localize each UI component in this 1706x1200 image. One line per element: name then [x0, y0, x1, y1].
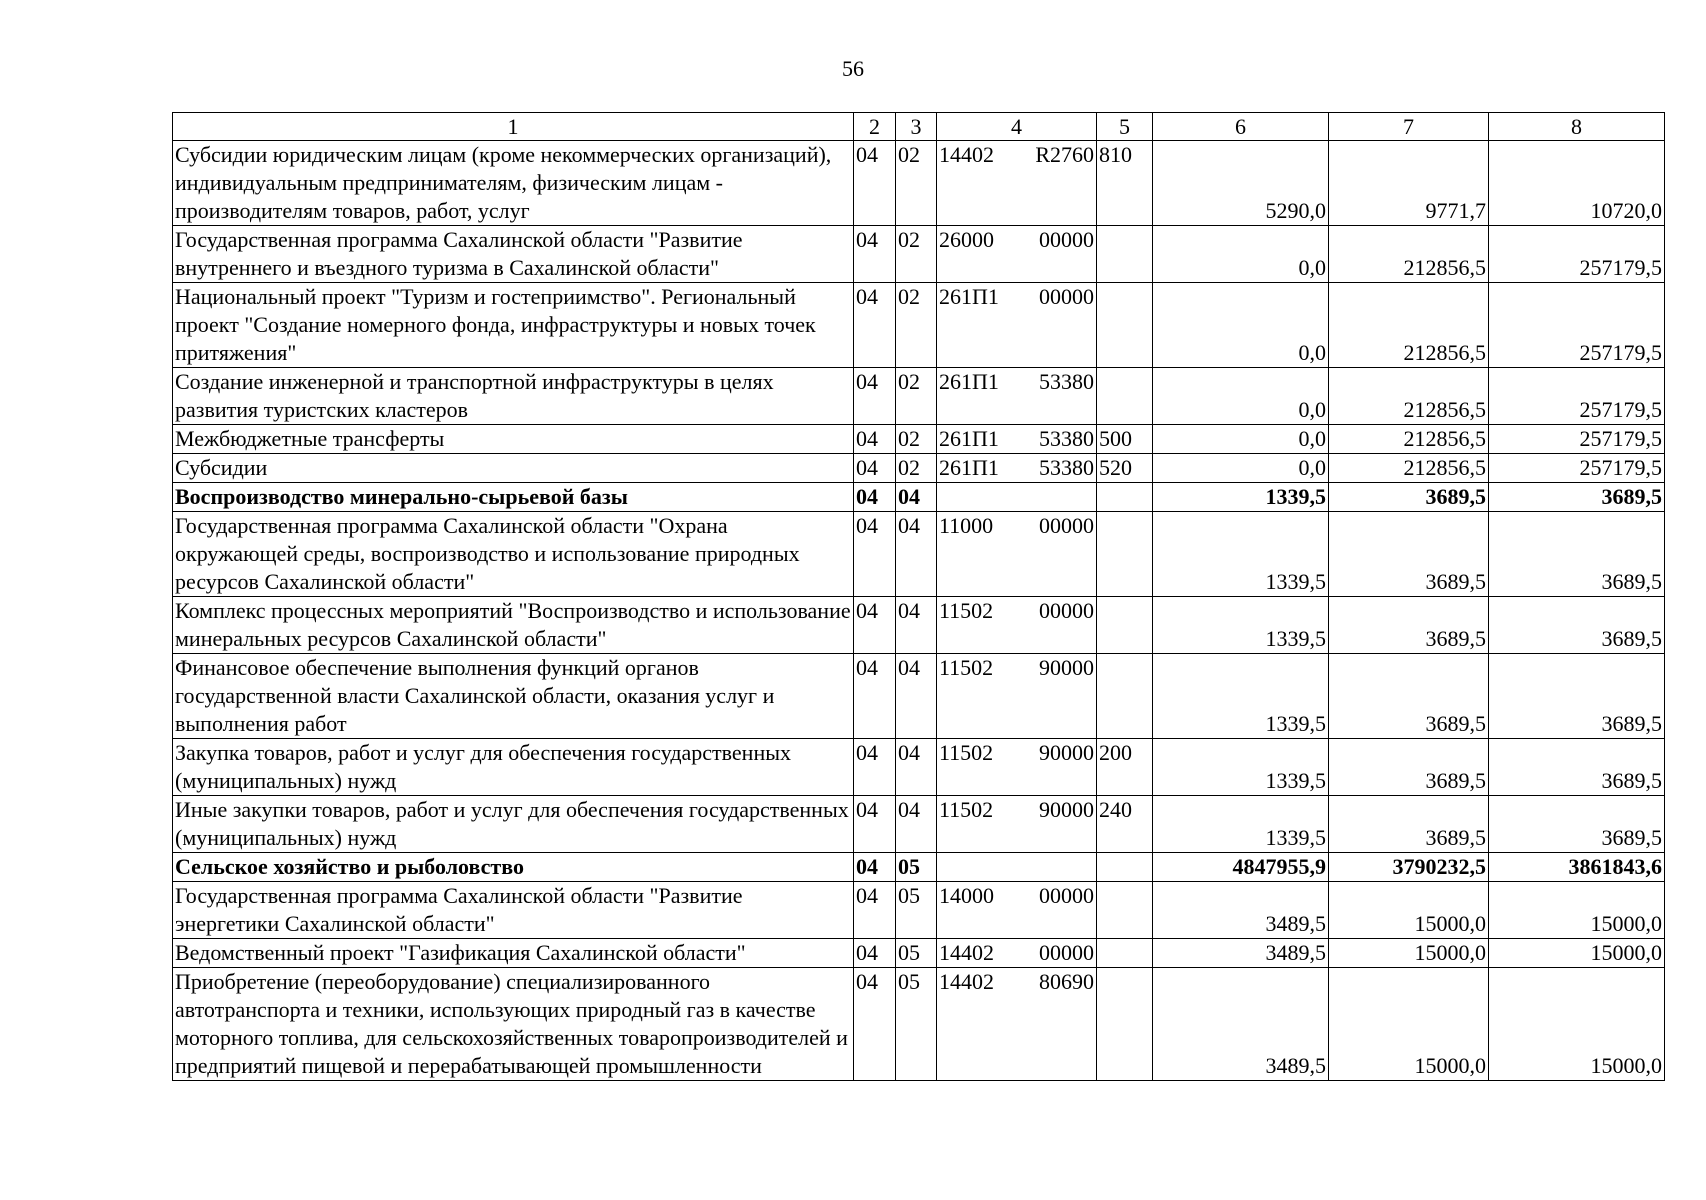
expense-type-code [1097, 368, 1153, 425]
amount-year-1: 3489,5 [1153, 939, 1329, 968]
row-name: Воспроизводство минерально-сырьевой базы [173, 483, 854, 512]
table-row [173, 283, 1665, 368]
target-program-code: 14402 [939, 969, 994, 994]
amount-year-3: 257179,5 [1489, 226, 1665, 283]
target-direction-code: 00000 [1039, 598, 1094, 623]
subsection-code: 05 [896, 968, 937, 1081]
target-program-code: 14402 [939, 940, 994, 965]
subsection-code: 04 [896, 739, 937, 796]
subsection-code: 05 [896, 853, 937, 882]
expense-type-code [1097, 283, 1153, 368]
section-code: 04 [854, 454, 896, 483]
target-direction-code: 00000 [1039, 883, 1094, 908]
table-row [173, 882, 1665, 939]
amount-year-2: 15000,0 [1329, 939, 1489, 968]
expense-type-code [1097, 597, 1153, 654]
amount-year-3: 3861843,6 [1489, 853, 1665, 882]
amount-year-3: 257179,5 [1489, 425, 1665, 454]
section-code: 04 [854, 796, 896, 853]
table-row [173, 597, 1665, 654]
subsection-code: 04 [896, 796, 937, 853]
amount-year-3: 3689,5 [1489, 512, 1665, 597]
target-direction-code: 00000 [1039, 227, 1094, 252]
target-article-code [937, 283, 1097, 368]
section-code: 04 [854, 512, 896, 597]
expense-type-code [1097, 654, 1153, 739]
amount-year-1: 1339,5 [1153, 654, 1329, 739]
target-direction-code: 00000 [1039, 513, 1094, 538]
target-program-code: 261П1 [939, 455, 999, 480]
target-direction-code: 90000 [1039, 797, 1094, 822]
row-name: Государственная программа Сахалинской области "Развитие энергетики Сахалинской области" [173, 882, 854, 939]
header-cell: 7 [1329, 113, 1489, 141]
amount-year-2: 212856,5 [1329, 283, 1489, 368]
expense-type-code: 240 [1097, 796, 1153, 853]
amount-year-2: 212856,5 [1329, 454, 1489, 483]
row-name: Государственная программа Сахалинской области "Развитие внутреннего и въездного туризма в Сахалинской области" [173, 226, 854, 283]
expense-type-code [1097, 882, 1153, 939]
amount-year-2: 15000,0 [1329, 968, 1489, 1081]
header-cell: 8 [1489, 113, 1665, 141]
amount-year-3: 3689,5 [1489, 597, 1665, 654]
amount-year-3: 15000,0 [1489, 882, 1665, 939]
target-program-code: 11502 [939, 797, 994, 822]
header-cell: 1 [173, 113, 854, 141]
row-name: Ведомственный проект "Газификация Сахалинской области" [173, 939, 854, 968]
target-program-code: 14000 [939, 883, 994, 908]
amount-year-1: 1339,5 [1153, 483, 1329, 512]
row-name: Государственная программа Сахалинской области "Охрана окружающей среды, воспроизводство и использование природных ресурсов Сахалинской области" [173, 512, 854, 597]
target-program-code: 11502 [939, 598, 994, 623]
subsection-code: 04 [896, 483, 937, 512]
target-article-code [937, 368, 1097, 425]
subsection-code: 02 [896, 141, 937, 226]
table-row [173, 512, 1665, 597]
amount-year-2: 3689,5 [1329, 796, 1489, 853]
target-direction-code: R2760 [1035, 142, 1094, 167]
amount-year-1: 3489,5 [1153, 968, 1329, 1081]
table-row [173, 425, 1665, 454]
section-code: 04 [854, 226, 896, 283]
section-code: 04 [854, 739, 896, 796]
expense-type-code [1097, 512, 1153, 597]
target-program-code: 11000 [939, 513, 994, 538]
subsection-code: 05 [896, 939, 937, 968]
amount-year-1: 0,0 [1153, 425, 1329, 454]
target-article-code [937, 454, 1097, 483]
expense-type-code: 520 [1097, 454, 1153, 483]
expense-type-code [1097, 939, 1153, 968]
budget-table [172, 112, 1665, 1081]
subsection-code: 02 [896, 454, 937, 483]
amount-year-3: 3689,5 [1489, 654, 1665, 739]
amount-year-2: 3790232,5 [1329, 853, 1489, 882]
amount-year-2: 3689,5 [1329, 739, 1489, 796]
row-name: Создание инженерной и транспортной инфраструктуры в целях развития туристских кластеров [173, 368, 854, 425]
amount-year-2: 3689,5 [1329, 597, 1489, 654]
header-cell: 4 [937, 113, 1097, 141]
page-number: 56 [842, 56, 864, 81]
target-direction-code: 90000 [1039, 740, 1094, 765]
amount-year-1: 1339,5 [1153, 796, 1329, 853]
section-code: 04 [854, 853, 896, 882]
amount-year-1: 0,0 [1153, 454, 1329, 483]
subsection-code: 04 [896, 654, 937, 739]
amount-year-2: 3689,5 [1329, 483, 1489, 512]
target-direction-code: 53380 [1039, 426, 1094, 451]
target-article-code [937, 483, 1097, 512]
target-program-code: 11502 [939, 655, 994, 680]
amount-year-3: 10720,0 [1489, 141, 1665, 226]
amount-year-2: 212856,5 [1329, 425, 1489, 454]
target-article-code [937, 512, 1097, 597]
target-article-code [937, 425, 1097, 454]
target-article-code [937, 882, 1097, 939]
section-code: 04 [854, 968, 896, 1081]
subsection-code: 04 [896, 512, 937, 597]
table-row [173, 483, 1665, 512]
expense-type-code: 200 [1097, 739, 1153, 796]
amount-year-1: 5290,0 [1153, 141, 1329, 226]
amount-year-1: 0,0 [1153, 283, 1329, 368]
header-cell: 5 [1097, 113, 1153, 141]
row-name: Сельское хозяйство и рыболовство [173, 853, 854, 882]
row-name: Иные закупки товаров, работ и услуг для обеспечения государственных (муниципальных) нужд [173, 796, 854, 853]
table-row [173, 939, 1665, 968]
amount-year-2: 9771,7 [1329, 141, 1489, 226]
subsection-code: 02 [896, 368, 937, 425]
row-name: Закупка товаров, работ и услуг для обеспечения государственных (муниципальных) нужд [173, 739, 854, 796]
table-body [173, 113, 1665, 1081]
section-code: 04 [854, 882, 896, 939]
section-code: 04 [854, 654, 896, 739]
amount-year-2: 212856,5 [1329, 226, 1489, 283]
row-name: Субсидии [173, 454, 854, 483]
target-article-code [937, 226, 1097, 283]
header-cell: 2 [854, 113, 896, 141]
amount-year-1: 1339,5 [1153, 739, 1329, 796]
target-program-code: 11502 [939, 740, 994, 765]
amount-year-3: 257179,5 [1489, 454, 1665, 483]
amount-year-1: 1339,5 [1153, 597, 1329, 654]
row-name: Финансовое обеспечение выполнения функций органов государственной власти Сахалинской области, оказания услуг и выполнения работ [173, 654, 854, 739]
target-direction-code: 80690 [1039, 969, 1094, 994]
amount-year-2: 212856,5 [1329, 368, 1489, 425]
section-code: 04 [854, 483, 896, 512]
row-name: Субсидии юридическим лицам (кроме некоммерческих организаций), индивидуальным предпринимателям, физическим лицам - производителям товаров, работ, услуг [173, 141, 854, 226]
target-program-code: 26000 [939, 227, 994, 252]
header-cell: 6 [1153, 113, 1329, 141]
expense-type-code [1097, 968, 1153, 1081]
table-row [173, 739, 1665, 796]
amount-year-1: 0,0 [1153, 368, 1329, 425]
table-row [173, 968, 1665, 1081]
table-row [173, 796, 1665, 853]
expense-type-code: 810 [1097, 141, 1153, 226]
subsection-code: 05 [896, 882, 937, 939]
amount-year-1: 1339,5 [1153, 512, 1329, 597]
target-article-code [937, 968, 1097, 1081]
table-row [173, 368, 1665, 425]
amount-year-1: 0,0 [1153, 226, 1329, 283]
amount-year-3: 257179,5 [1489, 283, 1665, 368]
subsection-code: 04 [896, 597, 937, 654]
section-code: 04 [854, 368, 896, 425]
target-program-code: 261П1 [939, 284, 999, 309]
section-code: 04 [854, 283, 896, 368]
amount-year-3: 3689,5 [1489, 739, 1665, 796]
expense-type-code: 500 [1097, 425, 1153, 454]
amount-year-1: 3489,5 [1153, 882, 1329, 939]
table-row [173, 654, 1665, 739]
amount-year-2: 15000,0 [1329, 882, 1489, 939]
target-program-code: 261П1 [939, 369, 999, 394]
row-name: Приобретение (переоборудование) специализированного автотранспорта и техники, использующих природный газ в качестве моторного топлива, для сельскохозяйственных товаропроизводителей и предприятий пищевой и перерабатывающей промышленности [173, 968, 854, 1081]
row-name: Национальный проект "Туризм и гостеприимство". Региональный проект "Создание номерного фонда, инфраструктуры и новых точек притяжения" [173, 283, 854, 368]
subsection-code: 02 [896, 226, 937, 283]
expense-type-code [1097, 226, 1153, 283]
amount-year-2: 3689,5 [1329, 512, 1489, 597]
target-direction-code: 53380 [1039, 369, 1094, 394]
target-article-code [937, 739, 1097, 796]
target-article-code [937, 141, 1097, 226]
target-program-code: 14402 [939, 142, 994, 167]
amount-year-3: 15000,0 [1489, 939, 1665, 968]
expense-type-code [1097, 483, 1153, 512]
target-article-code [937, 853, 1097, 882]
target-direction-code: 00000 [1039, 940, 1094, 965]
target-article-code [937, 654, 1097, 739]
table-header-row [173, 113, 1665, 141]
amount-year-3: 3689,5 [1489, 483, 1665, 512]
table-row [173, 853, 1665, 882]
target-program-code: 261П1 [939, 426, 999, 451]
subsection-code: 02 [896, 283, 937, 368]
target-article-code [937, 796, 1097, 853]
target-article-code [937, 939, 1097, 968]
target-direction-code: 90000 [1039, 655, 1094, 680]
amount-year-3: 3689,5 [1489, 796, 1665, 853]
section-code: 04 [854, 425, 896, 454]
section-code: 04 [854, 939, 896, 968]
row-name: Межбюджетные трансферты [173, 425, 854, 454]
section-code: 04 [854, 597, 896, 654]
target-direction-code: 53380 [1039, 455, 1094, 480]
amount-year-1: 4847955,9 [1153, 853, 1329, 882]
row-name: Комплекс процессных мероприятий "Воспроизводство и использование минеральных ресурсов Сахалинской области" [173, 597, 854, 654]
expense-type-code [1097, 853, 1153, 882]
table-row [173, 141, 1665, 226]
amount-year-2: 3689,5 [1329, 654, 1489, 739]
section-code: 04 [854, 141, 896, 226]
target-direction-code: 00000 [1039, 284, 1094, 309]
subsection-code: 02 [896, 425, 937, 454]
table-row [173, 226, 1665, 283]
amount-year-3: 257179,5 [1489, 368, 1665, 425]
amount-year-3: 15000,0 [1489, 968, 1665, 1081]
table-row [173, 454, 1665, 483]
target-article-code [937, 597, 1097, 654]
header-cell: 3 [896, 113, 937, 141]
